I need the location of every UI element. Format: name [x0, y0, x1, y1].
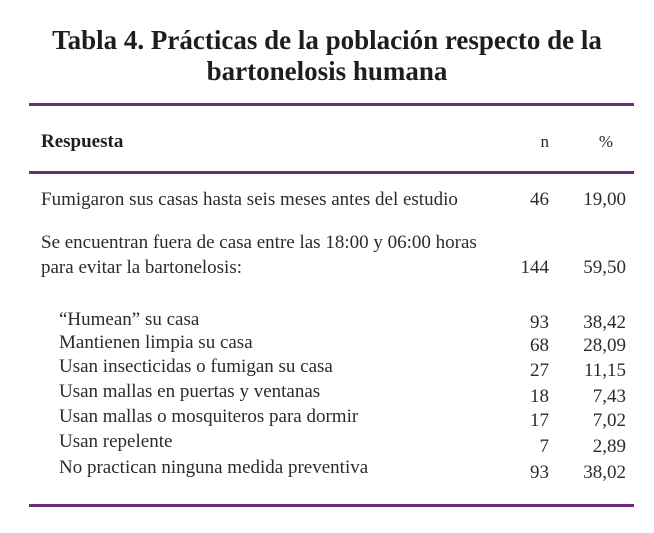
subrow-n: 17	[530, 410, 549, 431]
header-n: n	[540, 132, 549, 151]
subrow-percent: 38,02	[583, 462, 626, 483]
subrow-percent: 2,89	[592, 436, 626, 457]
header-respuesta: Respuesta	[41, 131, 124, 152]
header-rule	[29, 171, 634, 174]
table-title-line-1: Tabla 4. Prácticas de la población respecto de la	[52, 25, 602, 55]
subrow-label: Usan insecticidas o fumigan su casa	[59, 356, 333, 377]
subrow-label: “Humean” su casa	[59, 309, 200, 330]
subrow-n: 27	[530, 360, 549, 381]
row-percent: 59,50	[583, 257, 626, 278]
bottom-rule	[29, 504, 634, 507]
subrow-n: 18	[530, 386, 549, 407]
subrow-percent: 7,43	[592, 386, 626, 407]
subrow-label: No practican ninguna medida preventiva	[59, 457, 369, 478]
header-percent: %	[598, 132, 613, 151]
subrow-label: Mantienen limpia su casa	[59, 332, 253, 353]
subrow-percent: 38,42	[583, 312, 626, 333]
subrow-n: 7	[539, 436, 549, 457]
subrow-percent: 7,02	[592, 410, 626, 431]
subrow-label: Usan mallas en puertas y ventanas	[59, 381, 321, 402]
row-label-line-1: Se encuentran fuera de casa entre las 18:00 y 06:00 horas	[41, 232, 477, 253]
subrow-n: 68	[530, 335, 549, 356]
subrow-label: Usan mallas o mosquiteros para dormir	[59, 406, 359, 427]
table-title-line-2: bartonelosis humana	[206, 56, 448, 86]
row-percent: 19,00	[583, 189, 626, 210]
subrow-label: Usan repelente	[59, 431, 173, 452]
subrow-n: 93	[530, 312, 549, 333]
subrow-percent: 11,15	[583, 360, 626, 381]
row-n: 144	[520, 257, 549, 278]
row-label: Fumigaron sus casas hasta seis meses antes del estudio	[41, 189, 458, 210]
row-n: 46	[530, 189, 549, 210]
row-label-line-2: para evitar la bartonelosis:	[41, 257, 243, 278]
subrow-n: 93	[530, 462, 549, 483]
subrow-percent: 28,09	[583, 335, 626, 356]
top-rule	[29, 103, 634, 106]
